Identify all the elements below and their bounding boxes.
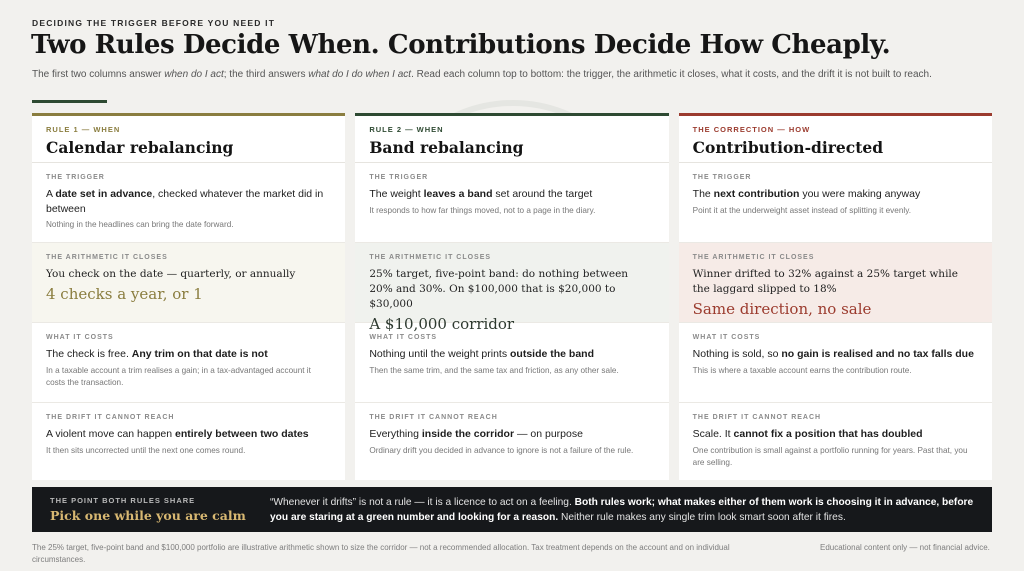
banner-title: Pick one while you are calm <box>50 508 246 523</box>
banner-kicker: THE POINT BOTH RULES SHARE <box>50 496 196 505</box>
column-header <box>355 116 668 163</box>
column-kicker: RULE 1 — WHEN <box>46 125 121 134</box>
trigger-cell <box>32 163 345 243</box>
cell-label: THE ARITHMETIC IT CLOSES <box>369 254 492 261</box>
intro-divider <box>32 100 107 103</box>
arithmetic-cell <box>32 243 345 323</box>
cell-label: WHAT IT COSTS <box>369 334 438 341</box>
arithmetic-cell <box>679 243 992 323</box>
drift-cell <box>355 403 668 480</box>
cell-label: THE ARITHMETIC IT CLOSES <box>692 254 815 261</box>
cost-text: Nothing until the weight prints outside the band <box>369 348 594 360</box>
arithmetic-text: Winner drifted to 32% against a 25% target while the laggard slipped to 18% <box>692 268 959 295</box>
cell-label: WHAT IT COSTS <box>46 334 114 341</box>
arithmetic-highlight: A $10,000 corridor <box>369 315 515 333</box>
arithmetic-cell <box>355 243 668 333</box>
footnote-disclaimer: The 25% target, five-point band and $100,000 portfolio are illustrative arithmetic shown to size the corridor — not a recommended allocation. Tax treatment depends on the account and on individual circumstances. <box>32 543 730 564</box>
intro-paragraph: The first two columns answer when do I act; the third answers what do I do when I act. Read each column top to bottom: the trigger, the arithmetic it closes, what it costs, and the drift it is not built to reach. <box>32 69 932 80</box>
cost-text: The check is free. Any trim on that date is not <box>46 348 268 360</box>
trigger-text: The next contribution you were making anyway <box>692 188 921 200</box>
cost-text: Nothing is sold, so no gain is realised and no tax falls due <box>692 348 974 360</box>
trigger-text: A date set in advance, checked whatever the market did in between <box>46 188 324 215</box>
drift-text: Scale. It cannot fix a position that has doubled <box>692 428 923 440</box>
cell-label: THE ARITHMETIC IT CLOSES <box>46 254 168 261</box>
cost-cell <box>679 323 992 403</box>
cost-note: Then the same trim, and the same tax and friction, as any other sale. <box>369 365 619 375</box>
column-title: Contribution-directed <box>692 138 884 157</box>
column-header <box>679 116 992 163</box>
eyebrow-label: DECIDING THE TRIGGER BEFORE YOU NEED IT <box>32 18 276 28</box>
column-title: Calendar rebalancing <box>46 138 234 157</box>
cell-label: WHAT IT COSTS <box>692 334 761 341</box>
column-band-rebalancing <box>355 113 668 480</box>
arithmetic-highlight: 4 checks a year, or 1 <box>46 285 203 303</box>
cost-note: This is where a taxable account earns the contribution route. <box>692 365 912 375</box>
drift-note: It then sits uncorrected until the next one comes round. <box>46 445 246 455</box>
drift-text: A violent move can happen entirely between two dates <box>46 428 309 440</box>
trigger-cell <box>355 163 668 243</box>
trigger-note: Point it at the underweight asset instead of splitting it evenly. <box>692 205 911 215</box>
trigger-cell <box>679 163 992 243</box>
drift-note: One contribution is small against a portfolio running for years. Past that, you are selling. <box>692 445 968 467</box>
cost-cell <box>32 323 345 403</box>
arithmetic-text: You check on the date — quarterly, or annually <box>46 268 296 280</box>
cell-label: THE TRIGGER <box>369 174 429 181</box>
cost-note: In a taxable account a trim realises a gain; in a tax-advantaged account it costs the transaction. <box>46 365 311 387</box>
trigger-note: It responds to how far things moved, not to a page in the diary. <box>369 205 596 215</box>
footnote-educational: Educational content only — not financial advice. <box>820 543 990 552</box>
column-calendar-rebalancing <box>32 113 345 480</box>
banner-text: “Whenever it drifts” is not a rule — it is a licence to act on a feeling. Both rules work; what makes either of them work is choosing it in advance, before you are staring at a green number and looking for a reason. Neither rule makes any single trim look smart soon after it fires. <box>270 496 974 523</box>
column-header <box>32 116 345 163</box>
cost-cell <box>355 323 668 403</box>
column-kicker: RULE 2 — WHEN <box>369 125 444 134</box>
trigger-note: Nothing in the headlines can bring the date forward. <box>46 220 234 229</box>
cell-label: THE DRIFT IT CANNOT REACH <box>692 414 822 421</box>
arithmetic-text: 25% target, five-point band: do nothing between 20% and 30%. On $100,000 that is $20,000 to $30,000 <box>369 268 629 310</box>
drift-text: Everything inside the corridor — on purpose <box>369 428 583 440</box>
column-kicker: THE CORRECTION — HOW <box>692 125 811 134</box>
column-title: Band rebalancing <box>369 138 524 157</box>
columns-grid <box>32 113 992 480</box>
arithmetic-highlight: Same direction, no sale <box>692 300 872 318</box>
cell-label: THE DRIFT IT CANNOT REACH <box>369 414 498 421</box>
drift-cell <box>32 403 345 480</box>
summary-banner <box>32 487 992 532</box>
banner-heading <box>32 496 260 523</box>
trigger-text: The weight leaves a band set around the target <box>369 188 593 200</box>
drift-cell <box>679 403 992 480</box>
cell-label: THE DRIFT IT CANNOT REACH <box>46 414 175 421</box>
drift-note: Ordinary drift you decided in advance to ignore is not a failure of the rule. <box>369 445 634 455</box>
cell-label: THE TRIGGER <box>46 174 105 181</box>
cell-label: THE TRIGGER <box>692 174 752 181</box>
column-contribution-directed <box>679 113 992 480</box>
page-title: Two Rules Decide When. Contributions Decide How Cheaply. <box>31 30 891 60</box>
